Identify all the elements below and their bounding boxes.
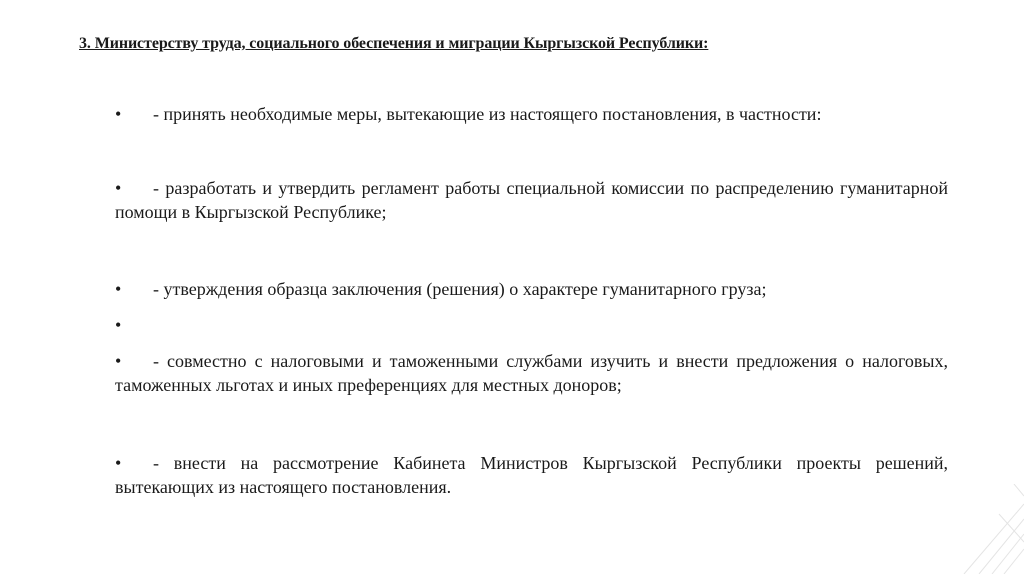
list-item	[115, 451, 948, 499]
bullet-marker: •	[115, 104, 122, 124]
list-item-text: - утверждения образца заключения (решения) о характере гуманитарного груза;	[153, 279, 767, 299]
list-item	[115, 277, 948, 301]
bullet-marker: •	[115, 178, 122, 198]
bullet-marker: •	[115, 453, 122, 473]
list-item	[115, 349, 948, 397]
corner-watermark-decoration	[904, 484, 1024, 574]
bullet-marker: •	[115, 351, 122, 371]
list-item	[115, 176, 948, 224]
list-item-text: - разработать и утвердить регламент работы специальной комиссии по распределению гуманитарной помощи в Кыргызской Республике;	[115, 178, 948, 222]
section-heading: 3. Министерству труда, социального обеспечения и миграции Кыргызской Республики:	[79, 35, 709, 52]
bullet-marker: •	[115, 279, 122, 299]
list-item-text: - внести на рассмотрение Кабинета Министров Кыргызской Республики проекты решений, вытекающих из настоящего постановления.	[115, 453, 948, 497]
list-item	[115, 102, 948, 126]
bullet-marker: •	[115, 315, 122, 335]
list-item	[115, 313, 948, 337]
list-item-text: - принять необходимые меры, вытекающие из настоящего постановления, в частности:	[153, 104, 822, 124]
list-item-text: - совместно с налоговыми и таможенными службами изучить и внести предложения о налоговых, таможенных льготах и иных преференциях для местных доноров;	[115, 351, 948, 395]
